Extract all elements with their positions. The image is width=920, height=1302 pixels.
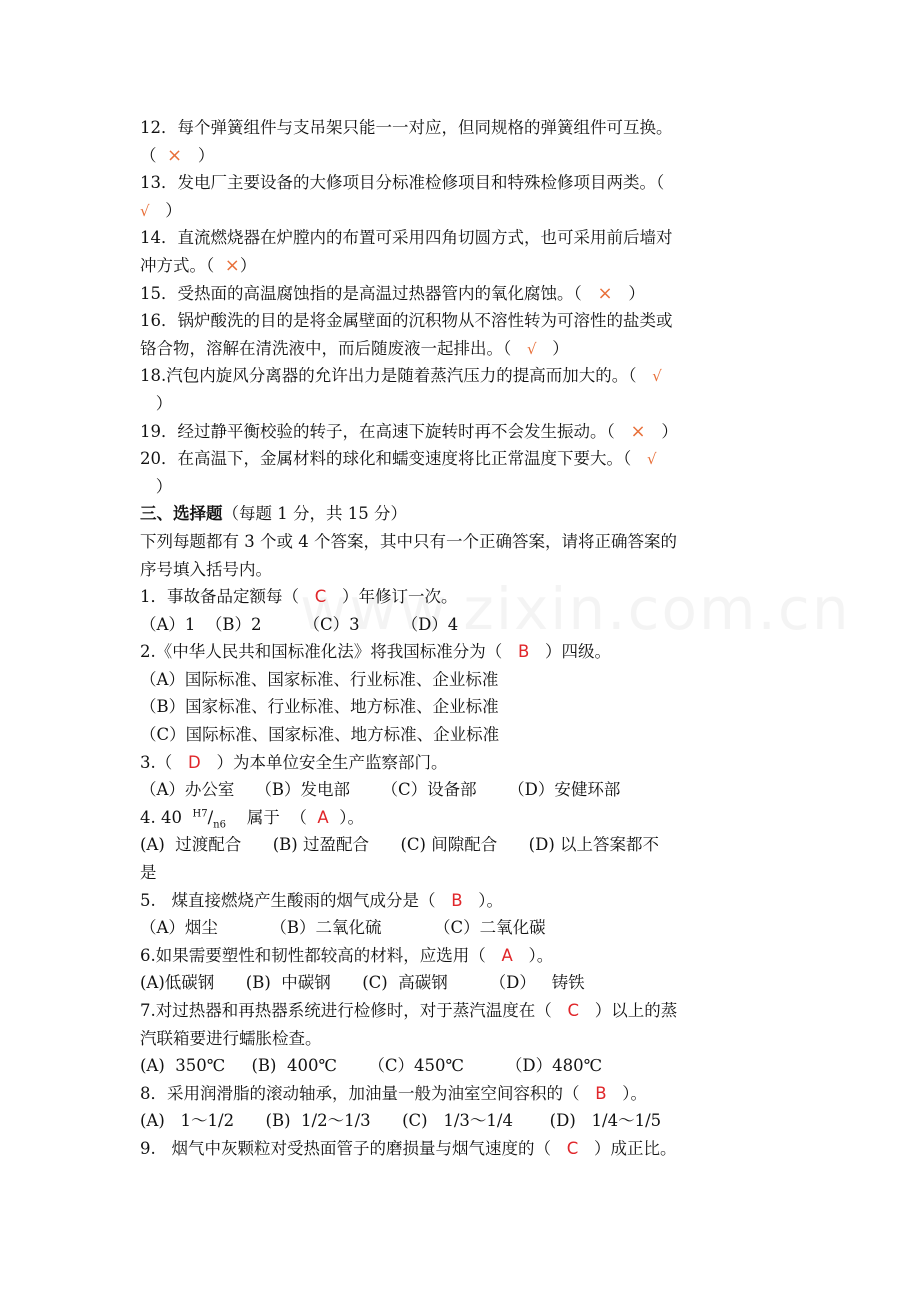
choice-question-6: 6.如果需要塑性和韧性都较高的材料，应选用（ A ）。: [140, 945, 554, 965]
choice-question-1: 1．事故备品定额每（ C ）年修订一次。: [140, 587, 458, 607]
choice-question-4: 4. 40 $^{H7}/_{n6}$ 属于 （ A ）。: [140, 807, 364, 831]
choice-option-2b: （B）国家标准、行业标准、地方标准、企业标准: [140, 697, 499, 717]
choice-options-3: （A）办公室 （B）发电部 （C）设备部 （D）安健环部: [140, 780, 621, 800]
section-intro-line-1: 下列每题都有 3 个或 4 个答案，其中只有一个正确答案，请将正确答案的: [140, 531, 677, 551]
choice-question-7: 7.对过热器和再热器系统进行检修时，对于蒸汽温度在（ C ）以上的蒸: [140, 1001, 678, 1020]
choice-option-2c: （C）国际标准、国家标准、地方标准、企业标准: [140, 725, 500, 745]
judge-answer-line-13: √ ）: [140, 200, 182, 220]
choice-options-8: (A) 1～1/2 (B) 1/2～1/3 (C) 1/3～1/4 (D) 1/4～1/5: [140, 1111, 662, 1131]
judge-answer-line-16: 铬合物，溶解在清洗液中，而后随废液一起排出。（ √ ）: [140, 338, 569, 358]
choice-question-9: 9. 烟气中灰颗粒对受热面管子的磨损量与烟气速度的（ C ）成正比。: [140, 1138, 677, 1158]
choice-options-4-cont: 是: [140, 863, 157, 883]
answer-letter: C: [567, 1001, 580, 1020]
choice-options-6: (A)低碳钢 (B) 中碳钢 (C) 高碳钢 （D） 铸铁: [140, 973, 585, 993]
choice-question-5: 5. 煤直接燃烧产生酸雨的烟气成分是（ B ）。: [140, 890, 504, 910]
answer-letter: C: [314, 587, 327, 607]
section-heading: [140, 500, 782, 528]
section-intro-line-2: 序号填入括号内。: [140, 559, 272, 579]
cross-mark-icon: ×: [597, 282, 613, 304]
cross-mark-icon: ×: [630, 420, 646, 442]
check-mark-icon: √: [140, 201, 150, 220]
section-title: 三、选择题: [140, 504, 223, 524]
judge-question-12: 12．每个弹簧组件与支吊架只能一一对应，但同规格的弹簧组件可互换。: [140, 118, 673, 137]
section-note: （每题 1 分，共 15 分）: [222, 504, 407, 524]
choice-options-4: (A) 过渡配合 (B) 过盈配合 (C) 间隙配合 (D) 以上答案都不: [140, 835, 660, 855]
answer-letter: B: [451, 890, 463, 910]
document-body: [140, 114, 782, 1163]
judge-question-13: 13．发电厂主要设备的大修项目分标准检修项目和特殊检修项目两类。（: [140, 173, 665, 193]
choice-options-5: （A）烟尘 （B）二氧化硫 （C）二氧化碳: [140, 918, 546, 938]
cross-mark-icon: ×: [167, 144, 183, 166]
judge-question-20: 20．在高温下，金属材料的球化和蠕变速度将比正常温度下要大。（ √: [140, 449, 657, 469]
judge-question-14: 14．直流燃烧器在炉膛内的布置可采用四角切圆方式，也可采用前后墙对: [140, 228, 673, 248]
choice-question-2: 2.《中华人民共和国标准化法》将我国标准分为（ B ）四级。: [140, 642, 612, 662]
answer-letter: B: [517, 642, 530, 662]
answer-letter: D: [187, 752, 201, 772]
choice-question-8: 8．采用润滑脂的滚动轴承，加油量一般为油室空间容积的（ B ）。: [140, 1083, 648, 1103]
answer-letter: C: [566, 1138, 579, 1158]
check-mark-icon: √: [652, 367, 662, 386]
cross-mark-icon: ×: [224, 254, 240, 276]
answer-letter: A: [501, 945, 513, 965]
judge-question-16: 16．锅炉酸洗的目的是将金属壁面的沉积物从不溶性转为可溶性的盐类或: [140, 311, 673, 331]
check-mark-icon: √: [527, 339, 537, 358]
choice-options-1: （A）1 （B）2 （C）3 （D）4: [140, 614, 459, 634]
answer-letter: B: [595, 1083, 607, 1103]
judge-question-15: 15．受热面的高温腐蚀指的是高温过热器管内的氧化腐蚀。（ × ）: [140, 282, 645, 304]
judge-question-19: 19．经过静平衡校验的转子，在高速下旋转时再不会发生振动。（ × ）: [140, 420, 678, 442]
answer-letter: A: [317, 807, 329, 827]
judge-answer-line-20: ）: [140, 476, 173, 496]
fit-subscript: n6: [213, 819, 226, 831]
judge-answer-line-14: 冲方式。（ ×）: [140, 254, 257, 276]
choice-options-7: (A) 350℃ (B) 400℃ （C）450℃ （D）480℃: [140, 1056, 603, 1076]
judge-answer-line-18: ）: [140, 393, 173, 413]
choice-option-2a: （A）国际标准、国家标准、行业标准、企业标准: [140, 669, 499, 689]
choice-question-3: 3.（ D ）为本单位安全生产监察部门。: [140, 752, 448, 772]
fit-superscript: H7: [192, 808, 208, 820]
judge-answer-line-12: （ × ）: [140, 144, 215, 166]
choice-question-7-cont: 汽联箱要进行蠕胀检查。: [140, 1028, 322, 1048]
check-mark-icon: √: [646, 450, 657, 469]
judge-question-18: 18.汽包内旋风分离器的允许出力是随着蒸汽压力的提高而加大的。（ √: [140, 366, 662, 386]
